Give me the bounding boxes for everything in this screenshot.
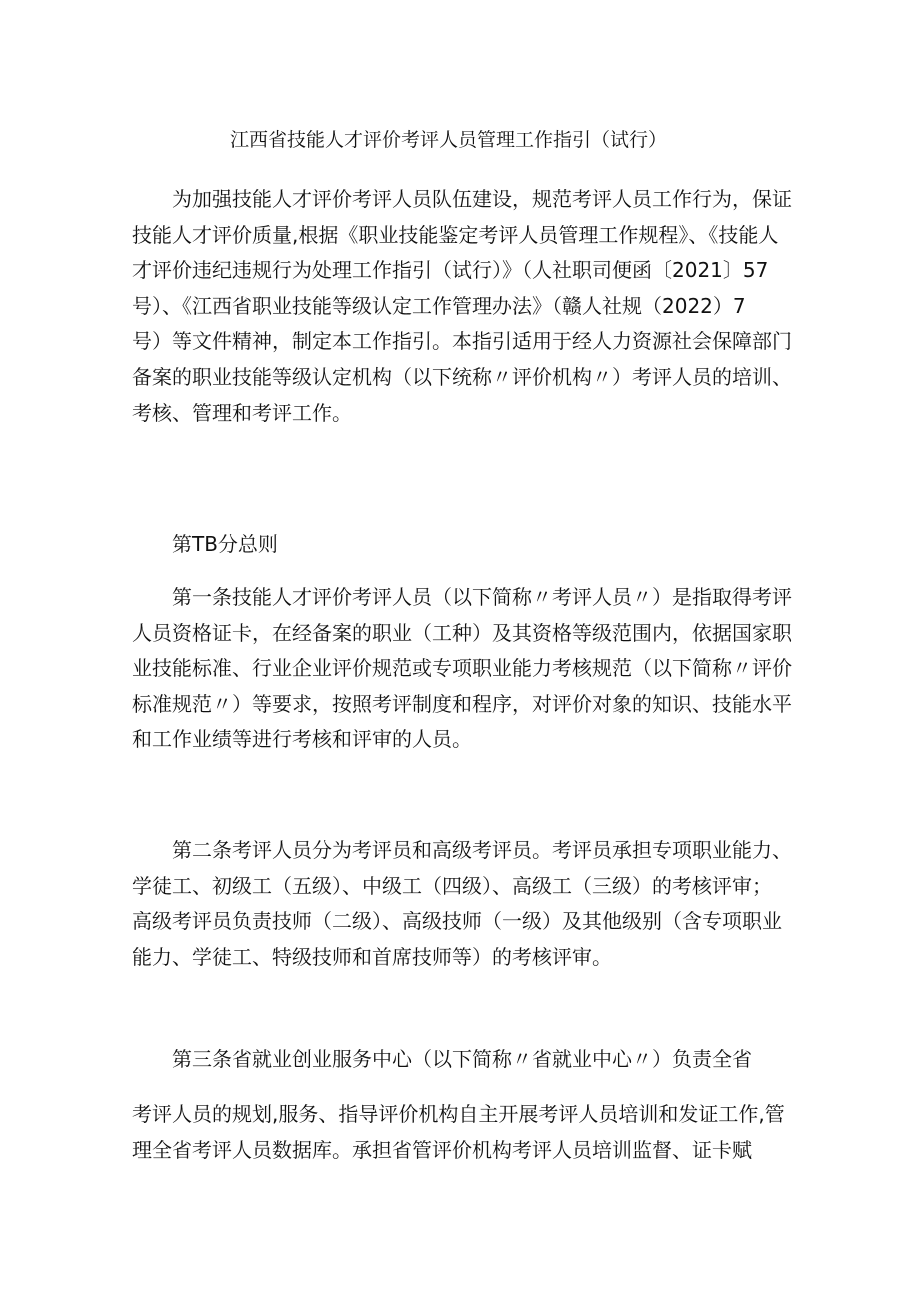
paragraph-line: 能力、学徒工、特级技师和首席技师等）的考核评审。 bbox=[132, 944, 612, 969]
paragraph-line: 第三条省就业创业服务中心（以下简称〃省就业中心〃）负责全省 bbox=[172, 1047, 752, 1071]
paragraph-line: 考核、管理和考评工作。 bbox=[132, 400, 352, 425]
paragraph-line: 为加强技能人才评价考评人员队伍建设，规范考评人员工作行为，保证 bbox=[172, 187, 792, 211]
paragraph-line: 第一条技能人才评价考评人员（以下简称〃考评人员〃）是指取得考评 bbox=[172, 585, 792, 609]
paragraph-line: 号）等文件精神，制定本工作指引。本指引适用于经人力资源社会保障部门 bbox=[132, 329, 792, 354]
paragraph-line: 人员资格证卡，在经备案的职业（工种）及其资格等级范围内，依据国家职 bbox=[132, 620, 792, 645]
paragraph-article-3-start bbox=[132, 1042, 802, 1078]
paragraph-article-3-continued bbox=[132, 1097, 802, 1168]
paragraph-line: 第二条考评人员分为考评员和高级考评员。考评员承担专项职业能力、 bbox=[172, 838, 792, 862]
paragraph-line: 标准规范〃）等要求，按照考评制度和程序，对评价对象的知识、技能水平 bbox=[132, 691, 792, 716]
paragraph-line: 理全省考评人员数据库。承担省管评价机构考评人员培训监督、证卡赋 bbox=[132, 1137, 752, 1162]
section-heading: 第TB分总则 bbox=[172, 532, 278, 556]
paragraph-line: 备案的职业技能等级认定机构（以下统称〃评价机构〃）考评人员的培训、 bbox=[132, 364, 792, 389]
paragraph-article-1 bbox=[132, 580, 802, 758]
paragraph-line: 号）、《江西省职业技能等级认定工作管理办法》（赣人社规（2022）7 bbox=[132, 293, 746, 318]
paragraph-line: 高级考评员负责技师（二级）、高级技师（一级）及其他级别（含专项职业 bbox=[132, 909, 782, 934]
paragraph-line: 才评价违纪违规行为处理工作指引（试行）》（人社职司便函〔2021〕57 bbox=[132, 258, 769, 283]
paragraph-line: 学徒工、初级工（五级）、中级工（四级）、高级工（三级）的考核评审； bbox=[132, 873, 772, 898]
paragraph-article-2 bbox=[132, 833, 802, 975]
paragraph-intro bbox=[132, 182, 802, 431]
paragraph-line: 和工作业绩等进行考核和评审的人员。 bbox=[132, 727, 472, 752]
paragraph-line: 业技能标准、行业企业评价规范或专项职业能力考核规范（以下简称〃评价 bbox=[132, 656, 792, 681]
paragraph-line: 考评人员的规划,服务、指导评价机构自主开展考评人员培训和发证工作,管 bbox=[132, 1102, 785, 1126]
document-title: 江西省技能人才评价考评人员管理工作指引（试行） bbox=[230, 129, 668, 151]
paragraph-line: 技能人才评价质量,根据《职业技能鉴定考评人员管理工作规程》、《技能人 bbox=[132, 222, 779, 247]
